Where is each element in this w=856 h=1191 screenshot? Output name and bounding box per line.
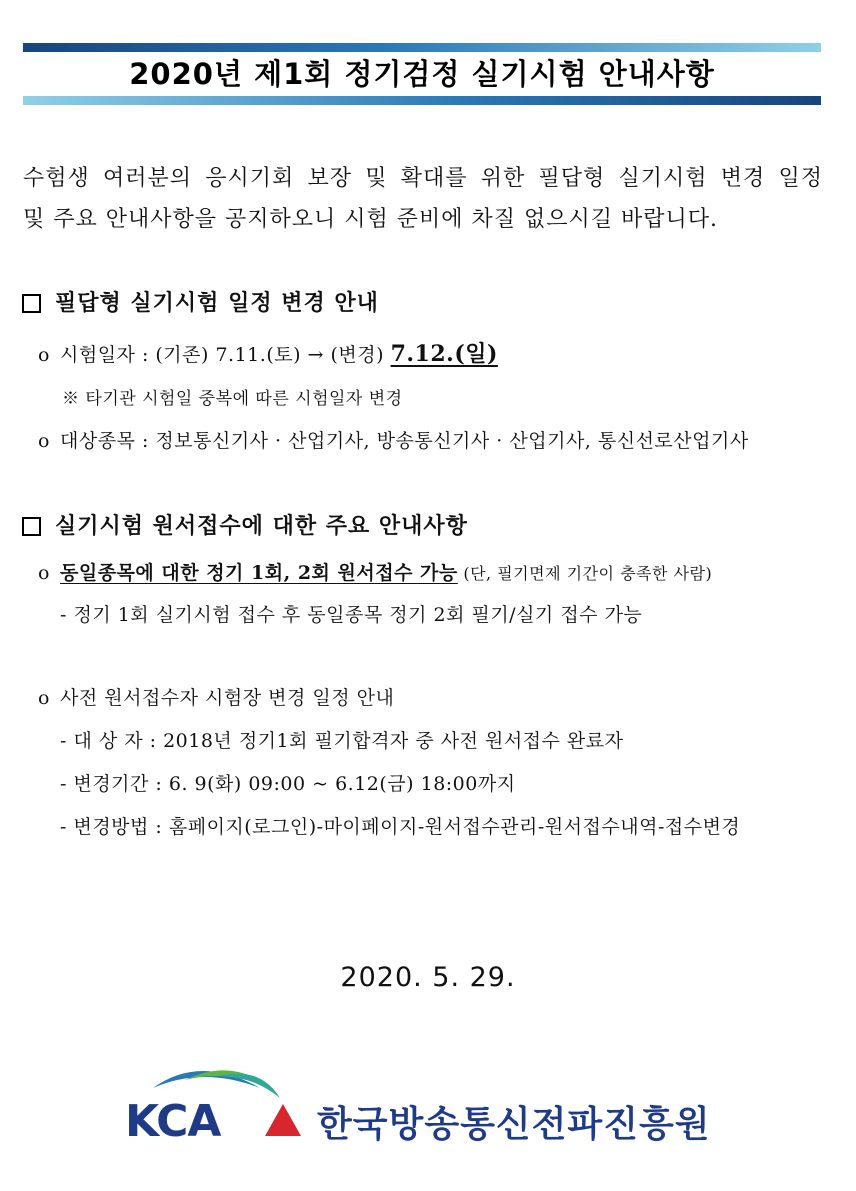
exam-date-note: ※ 타기관 시험일 중복에 따른 시험일자 변경 [62,389,403,409]
checkbox-square-icon [22,517,41,536]
section-1-title: 필답형 실기시험 일정 변경 안내 [55,290,379,316]
section-2-heading [22,512,468,540]
title-bottom-bar [23,96,821,105]
intro-line-1: 수험생 여러분의 응시기회 보장 및 확대를 위한 필답형 실기시험 변경 일정 [23,166,823,191]
item-1-line [38,560,712,587]
item-1-sub: - 정기 1회 실기시험 접수 후 동일종목 정기 2회 필기/실기 접수 가능 [60,604,643,626]
title-top-bar [23,43,821,52]
exam-date-new: 7.12.(일) [390,341,498,367]
notice-date: 2020. 5. 29. [340,962,516,993]
checkbox-square-icon [22,294,41,313]
item-2-line [38,685,394,711]
kca-logo [125,1058,725,1148]
item-2-sub-1: - 대 상 자 : 2018년 정기1회 필기합격자 중 사전 원서접수 완료자 [60,730,624,752]
title-band [23,43,821,105]
intro-paragraph [23,158,823,240]
bullet-icon: o [38,344,50,366]
intro-line-2: 및 주요 안내사항을 공지하오니 시험 준비에 차질 없으시길 바랍니다. [23,207,718,232]
kca-logo-mark-icon [125,1058,310,1148]
item-1-main: 동일종목에 대한 정기 1회, 2회 원서접수 가능 [60,562,458,584]
subjects-text: 대상종목 : 정보통신기사 · 산업기사, 방송통신기사 · 산업기사, 통신선로산업기사 [60,430,749,452]
subjects-line [38,428,749,454]
item-2-sub-2: - 변경기간 : 6. 9(화) 09:00 ~ 6.12(금) 18:00까지 [60,773,516,795]
org-name: 한국방송통신전파진흥원 [317,1104,711,1145]
exam-date-line [38,341,498,368]
bullet-icon: o [38,562,50,584]
item-2-main: 사전 원서접수자 시험장 변경 일정 안내 [60,687,395,709]
logo-letters: KCA [125,1096,221,1147]
section-1-heading [22,289,379,317]
section-2-title: 실기시험 원서접수에 대한 주요 안내사항 [55,513,468,539]
item-2-sub-3: - 변경방법 : 홈페이지(로그인)-마이페이지-원서접수관리-원서접수내역-접수변경 [60,816,741,838]
item-1-note: (단, 필기면제 기간이 충족한 사람) [457,564,713,583]
page-title: 2020년 제1회 정기검정 실기시험 안내사항 [129,57,715,91]
bullet-icon: o [38,687,50,709]
exam-date-label: 시험일자 : (기존) 7.11.(토) → (변경) [60,344,391,366]
bullet-icon: o [38,430,50,452]
